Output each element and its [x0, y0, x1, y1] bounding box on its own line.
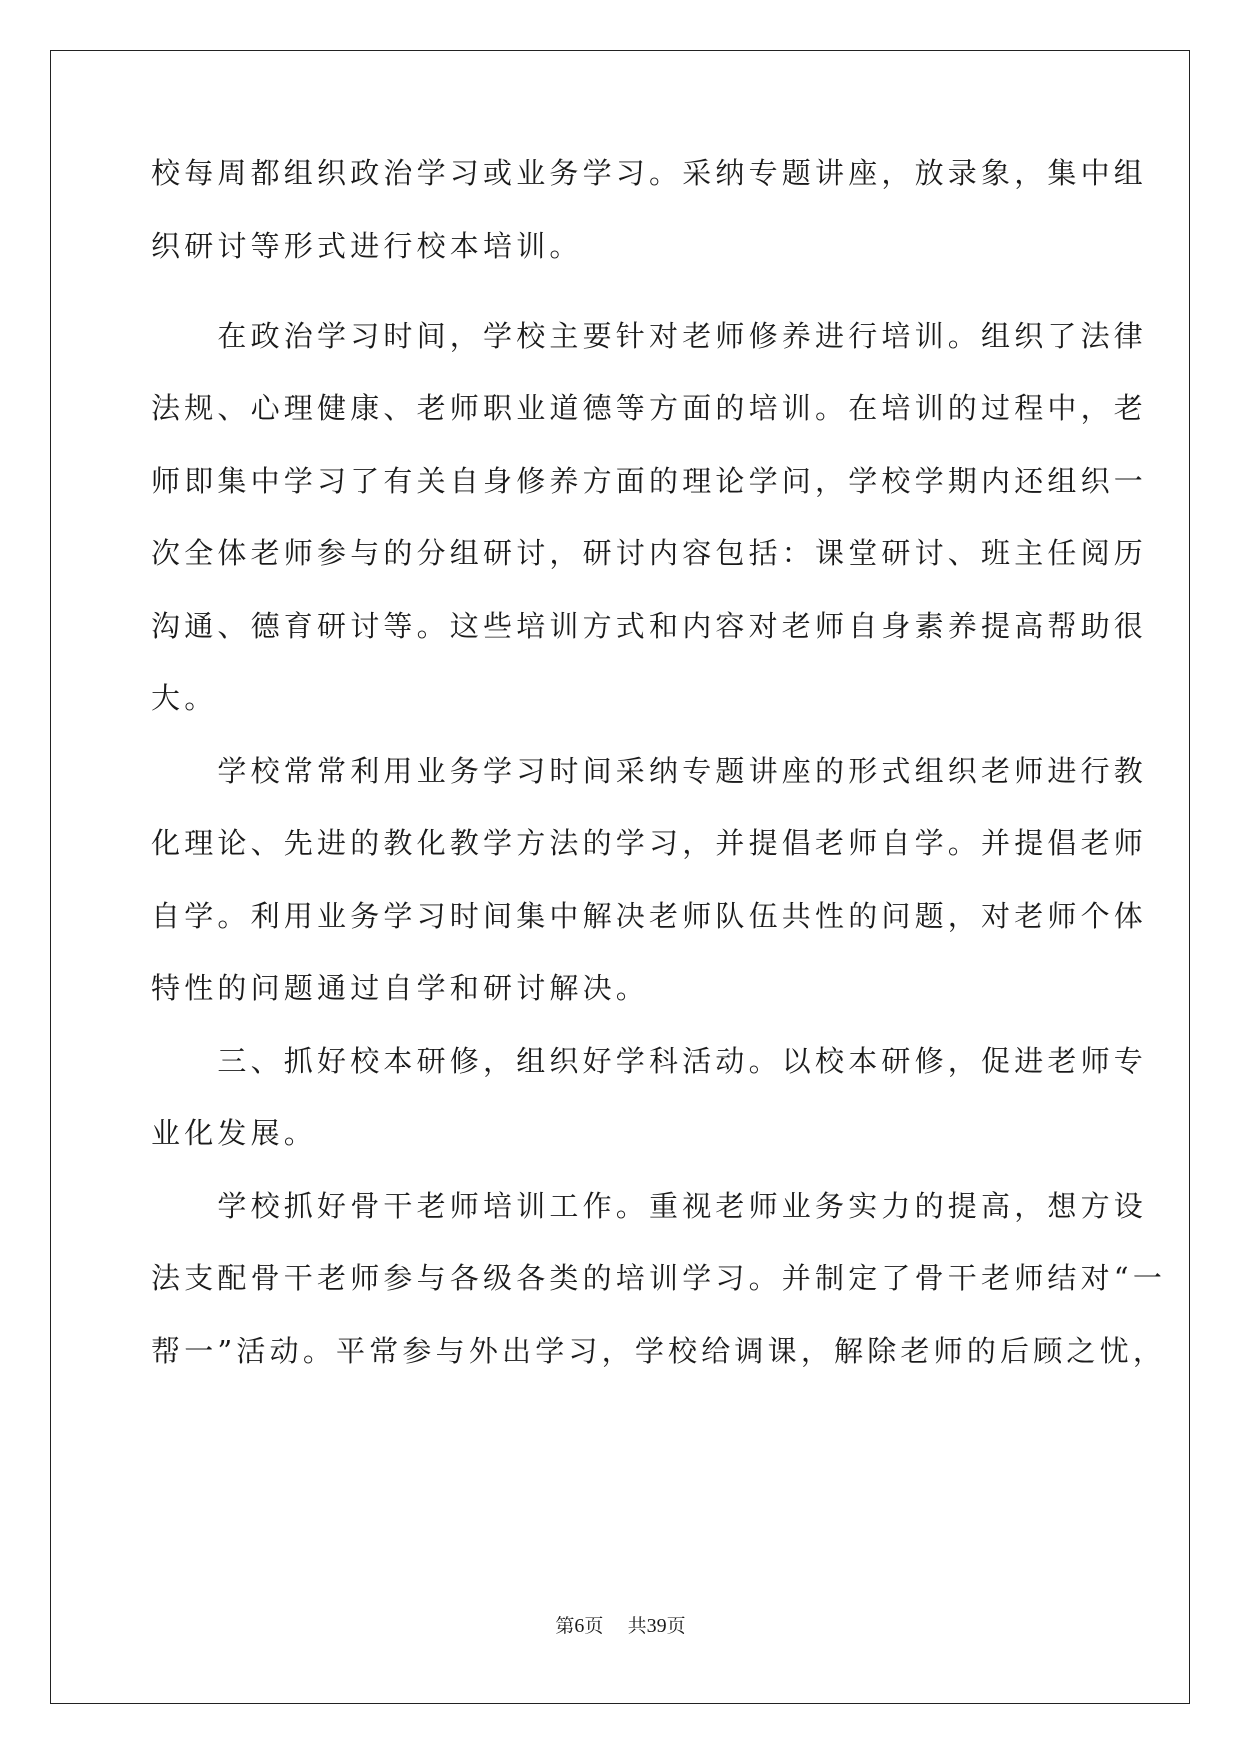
text-line: 特性的问题通过自学和研讨解决。 — [151, 971, 650, 1005]
footer-total-prefix: 共 — [627, 1615, 647, 1637]
footer-page-suffix: 页 — [584, 1615, 604, 1637]
text-line: 法规、心理健康、老师职业道德等方面的培训。在培训的过程中，老 — [151, 391, 1148, 425]
text-line: 学校抓好骨干老师培训工作。重视老师业务实力的提高，想方设 — [151, 1189, 1148, 1223]
text-line: 在政治学习时间，学校主要针对老师修养进行培训。组织了法律 — [151, 319, 1148, 353]
text-line: 业化发展。 — [151, 1116, 318, 1150]
text-line: 学校常常利用业务学习时间采纳专题讲座的形式组织老师进行教 — [151, 754, 1148, 788]
text-line: 三、抓好校本研修，组织好学科活动。以校本研修，促进老师专 — [151, 1044, 1148, 1078]
total-page-count: 39 — [646, 1615, 667, 1637]
text-line: 自学。利用业务学习时间集中解决老师队伍共性的问题，对老师个体 — [151, 899, 1148, 933]
footer-prefix: 第 — [555, 1615, 575, 1637]
text-line: 校每周都组织政治学习或业务学习。采纳专题讲座，放录象，集中组 — [151, 156, 1148, 190]
current-page-number: 6 — [574, 1615, 585, 1637]
page-border — [50, 50, 1190, 1704]
text-line: 沟通、德育研讨等。这些培训方式和内容对老师自身素养提高帮助很 — [151, 609, 1148, 643]
text-line: 法支配骨干老师参与各级各类的培训学习。并制定了骨干老师结对“一 — [151, 1261, 1167, 1295]
text-line: 化理论、先进的教化教学方法的学习，并提倡老师自学。并提倡老师 — [151, 826, 1148, 860]
text-line: 织研讨等形式进行校本培训。 — [151, 229, 583, 263]
footer-total-suffix: 页 — [666, 1615, 686, 1637]
text-line: 大。 — [151, 681, 218, 715]
text-line: 次全体老师参与的分组研讨，研讨内容包括：课堂研讨、班主任阅历 — [151, 536, 1148, 570]
text-line: 师即集中学习了有关自身修养方面的理论学问，学校学期内还组织一 — [151, 464, 1148, 498]
text-line: 帮一”活动。平常参与外出学习，学校给调课，解除老师的后顾之忧， — [151, 1334, 1167, 1368]
page-footer — [0, 1614, 1241, 1638]
